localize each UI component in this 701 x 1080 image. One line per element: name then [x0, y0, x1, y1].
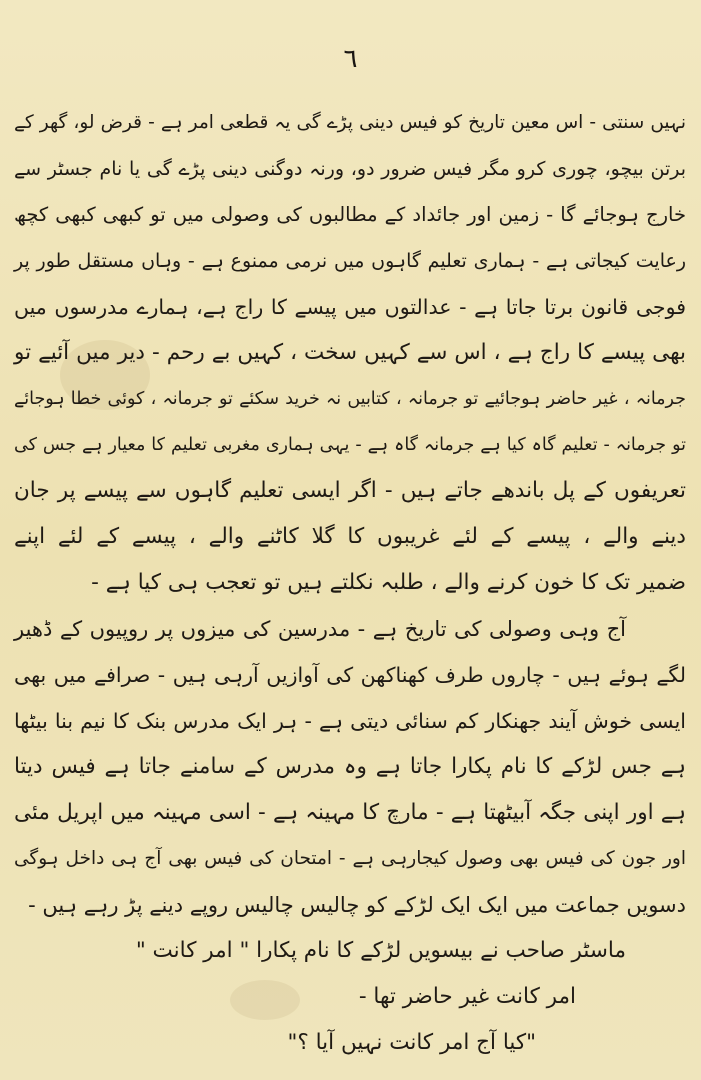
text-line: تو جرمانہ - تعلیم گاہ کیا ہے جرمانہ گاہ ہے - یہی ہماری مغربی تعلیم کا معیار ہے جس کی	[14, 435, 686, 455]
text-line: ایسی خوش آیند جھنکار کم سنائی دیتی ہے - ہر ایک مدرس بنک کا نیم بنا بیٹھا	[14, 709, 686, 733]
text-line: لگے ہوئے ہیں - چاروں طرف کھناکھن کی آوازیں آرہی ہیں - صرافے میں بھی	[14, 663, 686, 687]
text-line: امر کانت غیر حاضر تھا -	[358, 984, 576, 1009]
text-line: تعریفوں کے پل باندھے جاتے ہیں - اگر ایسی تعلیم گاہوں سے پیسے پر جان	[14, 478, 686, 503]
text-line: فوجی قانون برتا جاتا ہے - عدالتوں میں پیسے کا راج ہے، ہمارے مدرسوں میں	[14, 295, 686, 319]
text-line: ہے جس لڑکے کا نام پکارا جاتا ہے وہ مدرس کے سامنے جاتا ہے فیس دیتا	[14, 754, 686, 779]
page-number: ٦	[343, 44, 358, 74]
text-line: آج وہی وصولی کی تاریخ ہے - مدرسین کی میزوں پر روپیوں کے ڈھیر	[14, 617, 626, 641]
text-line: برتن بیچو، چوری کرو مگر فیس ضرور دو، ورنہ دوگنی دینی پڑے گی یا نام جسٹر سے	[14, 158, 686, 180]
text-line: ہے اور اپنی جگہ آبیٹھتا ہے - مارچ کا مہینہ ہے - اسی مہینہ میں اپریل مئی	[14, 800, 686, 825]
text-line: ماسٹر صاحب نے بیسویں لڑکے کا نام پکارا " امر کانت "	[135, 938, 626, 963]
text-line: اور جون کی فیس بھی وصول کیجارہی ہے - امتحان کی فیس بھی آج ہی داخل ہوگی	[14, 848, 686, 869]
text-line: دینے والے ، پیسے کے لئے غریبوں کا گلا کاٹنے والے ، پیسے کے لئے اپنے	[14, 524, 686, 549]
text-line: رعایت کیجاتی ہے - ہماری تعلیم گاہوں میں نرمی ممنوع ہے - وہاں مستقل طور پر	[14, 250, 686, 272]
text-line: جرمانہ ، غیر حاضر ہوجائیے تو جرمانہ ، کتابیں نہ خرید سکئے تو جرمانہ ، کوئی خطا ہوجائے	[14, 389, 686, 409]
body-text	[14, 100, 686, 1066]
text-line: خارج ہوجائے گا - زمین اور جائداد کے مطالبوں کی وصولی میں تو کبھی کبھی کچھ	[14, 203, 686, 226]
text-line: بھی پیسے کا راج ہے ، اس سے کہیں سخت ، کہیں بے رحم - دیر میں آئیے تو	[14, 340, 686, 365]
text-line: دسویں جماعت میں ایک ایک لڑکے کو چالیس چالیس روپے دینے پڑ رہے ہیں -	[28, 893, 686, 917]
text-line: نہیں سنتی - اس معین تاریخ کو فیس دینی پڑے گی یہ قطعی امر ہے - قرض لو، گھر کے	[14, 112, 686, 133]
text-line: "کیا آج امر کانت نہیں آیا ؟"	[287, 1030, 536, 1055]
text-line: ضمیر تک کا خون کرنے والے ، طلبہ نکلتے ہیں تو تعجب ہی کیا ہے -	[91, 570, 686, 595]
